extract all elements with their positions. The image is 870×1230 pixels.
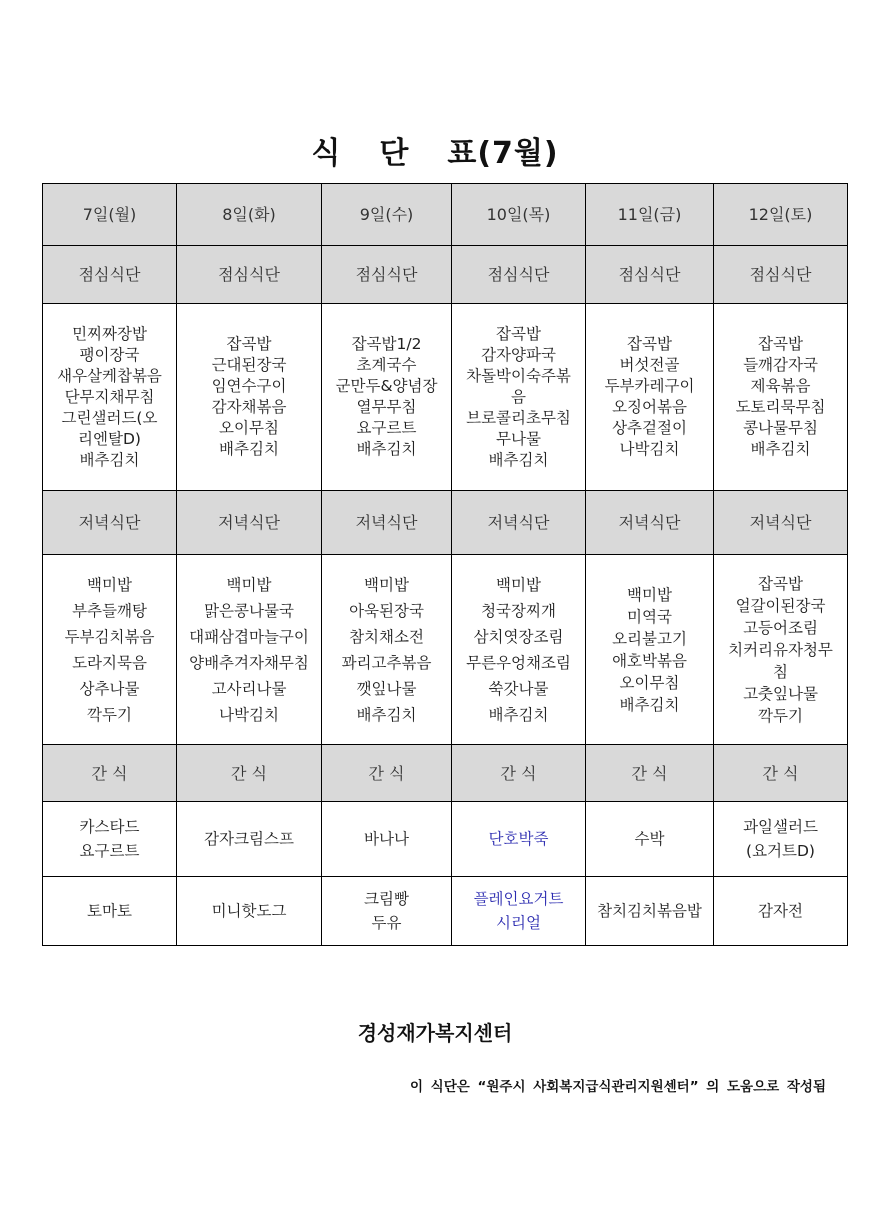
menu-item: 감자양파국 xyxy=(481,345,556,364)
snack-label: 간 식 xyxy=(452,745,586,802)
menu-cell xyxy=(452,555,586,745)
snack-label: 간 식 xyxy=(43,745,177,802)
menu-item: 배추김치 xyxy=(356,705,417,724)
menu-item: 리엔탈D) xyxy=(78,429,141,448)
menu-item: 플레인요거트 xyxy=(473,890,564,908)
menu-item: 애호박볶음 xyxy=(612,651,687,670)
menu-item: 쑥갓나물 xyxy=(488,679,549,698)
menu-item: 요구르트 xyxy=(356,419,417,437)
dinner-label: 저녁식단 xyxy=(586,491,714,555)
menu-item: 참치김치볶음밥 xyxy=(597,902,702,920)
snack-cell xyxy=(43,802,177,877)
snack-cell xyxy=(177,877,322,946)
menu-item: 나박김치 xyxy=(619,440,680,458)
day-header: 11일(금) xyxy=(586,184,714,246)
menu-item: 깍두기 xyxy=(758,706,803,725)
dinner-label: 저녁식단 xyxy=(43,491,177,555)
lunch-label-row xyxy=(43,246,848,304)
menu-item: 배추김치 xyxy=(488,705,549,724)
menu-item: 부추들깨탕 xyxy=(72,601,147,620)
snack-cell xyxy=(322,802,452,877)
menu-item: 버섯전골 xyxy=(619,356,680,374)
title-part-2: 단 xyxy=(379,136,410,171)
menu-item: 새우살케찹볶음 xyxy=(57,366,162,385)
menu-item: 참치채소전 xyxy=(349,627,424,646)
menu-item: 배추김치 xyxy=(219,440,279,458)
snack-cell xyxy=(452,802,586,877)
menu-item: 백미밥 xyxy=(364,575,409,594)
menu-item: 차돌박이숙주볶 xyxy=(466,366,571,385)
day-header-row xyxy=(43,184,848,246)
menu-cell xyxy=(714,555,848,745)
lunch-label: 점심식단 xyxy=(586,246,714,304)
menu-item: 백미밥 xyxy=(87,575,132,594)
menu-item: 배추김치 xyxy=(750,440,811,458)
page-title xyxy=(0,128,870,172)
menu-item: 백미밥 xyxy=(496,575,541,594)
menu-item: 감자전 xyxy=(758,902,803,920)
menu-item: 침 xyxy=(773,662,788,681)
snack-label: 간 식 xyxy=(322,745,452,802)
menu-item: 대패삼겹마늘구이 xyxy=(189,627,309,646)
menu-cell xyxy=(322,304,452,491)
day-header: 7일(월) xyxy=(43,184,177,246)
menu-item: 청국장찌개 xyxy=(481,601,556,620)
lunch-label: 점심식단 xyxy=(43,246,177,304)
menu-cell xyxy=(43,304,177,491)
menu-item: 깍두기 xyxy=(87,705,132,724)
dinner-label-row xyxy=(43,491,848,555)
menu-item: 두부카레구이 xyxy=(604,377,695,395)
center-name: 경성재가복지센터 xyxy=(357,1021,513,1045)
menu-item: 오이무침 xyxy=(219,419,279,437)
snack-cell xyxy=(586,802,714,877)
menu-item: 맑은콩나물국 xyxy=(204,601,294,620)
dinner-label: 저녁식단 xyxy=(714,491,848,555)
snack-cell xyxy=(714,877,848,946)
dinner-label: 저녁식단 xyxy=(177,491,322,555)
snack-cell xyxy=(586,877,714,946)
dinner-menu-row xyxy=(43,555,848,745)
menu-item: 수박 xyxy=(634,830,665,848)
menu-cell xyxy=(322,555,452,745)
lunch-label: 점심식단 xyxy=(714,246,848,304)
lunch-menu-row xyxy=(43,304,848,491)
menu-item: 두부김치볶음 xyxy=(64,627,155,646)
menu-item: 잡곡밥 xyxy=(226,335,272,353)
menu-item: 열무무침 xyxy=(356,398,417,416)
menu-item: 군만두&양념장 xyxy=(335,377,438,395)
day-header: 8일(화) xyxy=(177,184,322,246)
menu-item: 미니핫도그 xyxy=(211,902,287,920)
menu-item: 꽈리고추볶음 xyxy=(341,653,432,672)
menu-item: 무나물 xyxy=(496,429,541,448)
menu-item: 배추김치 xyxy=(356,440,417,458)
day-header: 9일(수) xyxy=(322,184,452,246)
menu-item: 팽이장국 xyxy=(79,345,140,364)
menu-cell xyxy=(586,555,714,745)
menu-item: 백미밥 xyxy=(627,585,672,604)
snack-cell xyxy=(452,877,586,946)
menu-cell xyxy=(714,304,848,491)
menu-item: 오이무침 xyxy=(619,673,680,692)
snack-label: 간 식 xyxy=(714,745,848,802)
menu-item: 상추겉절이 xyxy=(612,419,687,437)
menu-item: (요거트D) xyxy=(746,842,815,860)
menu-cell xyxy=(452,304,586,491)
meal-plan-table xyxy=(42,183,848,946)
menu-item: 감자크림스프 xyxy=(204,830,294,848)
snack-cell xyxy=(714,802,848,877)
menu-item: 단무지채무침 xyxy=(64,387,155,406)
menu-item: 잡곡밥1/2 xyxy=(351,335,422,353)
menu-item: 미역국 xyxy=(627,607,672,626)
lunch-label: 점심식단 xyxy=(452,246,586,304)
menu-item: 양배추겨자채무침 xyxy=(189,653,309,672)
menu-item: 근대된장국 xyxy=(211,356,287,374)
menu-item: 초계국수 xyxy=(356,356,417,374)
menu-item: 두유 xyxy=(371,914,402,932)
menu-item: 그린샐러드(오 xyxy=(61,408,158,427)
menu-item: 요구르트 xyxy=(79,842,140,860)
lunch-label: 점심식단 xyxy=(177,246,322,304)
menu-item: 상추나물 xyxy=(79,679,140,698)
menu-item: 시리얼 xyxy=(496,914,541,932)
menu-item: 과일샐러드 xyxy=(743,818,818,836)
menu-item: 크림빵 xyxy=(364,890,409,908)
menu-item: 음 xyxy=(511,387,526,406)
menu-item: 배추김치 xyxy=(79,450,140,469)
menu-item: 고등어조림 xyxy=(743,618,818,637)
menu-item: 감자채볶음 xyxy=(211,398,287,416)
menu-item: 오징어볶음 xyxy=(612,398,687,416)
menu-item: 콩나물무침 xyxy=(743,419,818,437)
menu-item: 잡곡밥 xyxy=(758,335,803,353)
snack-cell xyxy=(43,877,177,946)
menu-item: 배추김치 xyxy=(619,695,680,714)
menu-cell xyxy=(586,304,714,491)
menu-item: 단호박죽 xyxy=(488,830,549,848)
footnote: 이 식단은 “원주시 사회복지급식관리지원센터” 의 도움으로 작성됨 xyxy=(409,1079,826,1095)
menu-item: 잡곡밥 xyxy=(496,324,541,343)
menu-cell xyxy=(43,555,177,745)
dinner-label: 저녁식단 xyxy=(322,491,452,555)
title-part-1: 식 xyxy=(311,136,342,171)
dinner-label: 저녁식단 xyxy=(452,491,586,555)
menu-item: 오리불고기 xyxy=(612,629,687,648)
menu-item: 아욱된장국 xyxy=(349,601,424,620)
menu-cell xyxy=(177,555,322,745)
snack-cell xyxy=(177,802,322,877)
snack-row-1 xyxy=(43,802,848,877)
day-header: 10일(목) xyxy=(452,184,586,246)
menu-item: 제육볶음 xyxy=(750,377,811,395)
menu-item: 들깨감자국 xyxy=(743,356,818,374)
menu-item: 카스타드 xyxy=(79,818,140,836)
menu-item: 무른우엉채조림 xyxy=(466,653,571,672)
menu-item: 임연수구이 xyxy=(211,377,287,395)
title-part-3: 표(7월) xyxy=(447,136,559,171)
lunch-label: 점심식단 xyxy=(322,246,452,304)
snack-label-row xyxy=(43,745,848,802)
menu-item: 브로콜리초무침 xyxy=(466,408,571,427)
menu-item: 바나나 xyxy=(364,830,409,848)
menu-item: 잡곡밥 xyxy=(627,335,672,353)
menu-item: 도라지묵음 xyxy=(72,653,147,672)
snack-cell xyxy=(322,877,452,946)
menu-item: 토마토 xyxy=(87,902,132,920)
menu-item: 고사리나물 xyxy=(211,679,287,698)
snack-label: 간 식 xyxy=(586,745,714,802)
menu-item: 깻잎나물 xyxy=(356,679,417,698)
menu-item: 나박김치 xyxy=(219,705,279,724)
menu-item: 백미밥 xyxy=(226,575,272,594)
menu-item: 잡곡밥 xyxy=(758,574,803,593)
menu-item: 얼갈이된장국 xyxy=(735,596,826,615)
snack-row-2 xyxy=(43,877,848,946)
menu-item: 삼치엿장조림 xyxy=(473,627,564,646)
menu-cell xyxy=(177,304,322,491)
menu-item: 고춧잎나물 xyxy=(743,684,818,703)
menu-item: 치커리유자청무 xyxy=(728,640,833,659)
day-header: 12일(토) xyxy=(714,184,848,246)
snack-label: 간 식 xyxy=(177,745,322,802)
menu-item: 도토리묵무침 xyxy=(735,398,826,416)
menu-item: 민찌짜장밥 xyxy=(72,324,147,343)
menu-item: 배추김치 xyxy=(488,450,549,469)
